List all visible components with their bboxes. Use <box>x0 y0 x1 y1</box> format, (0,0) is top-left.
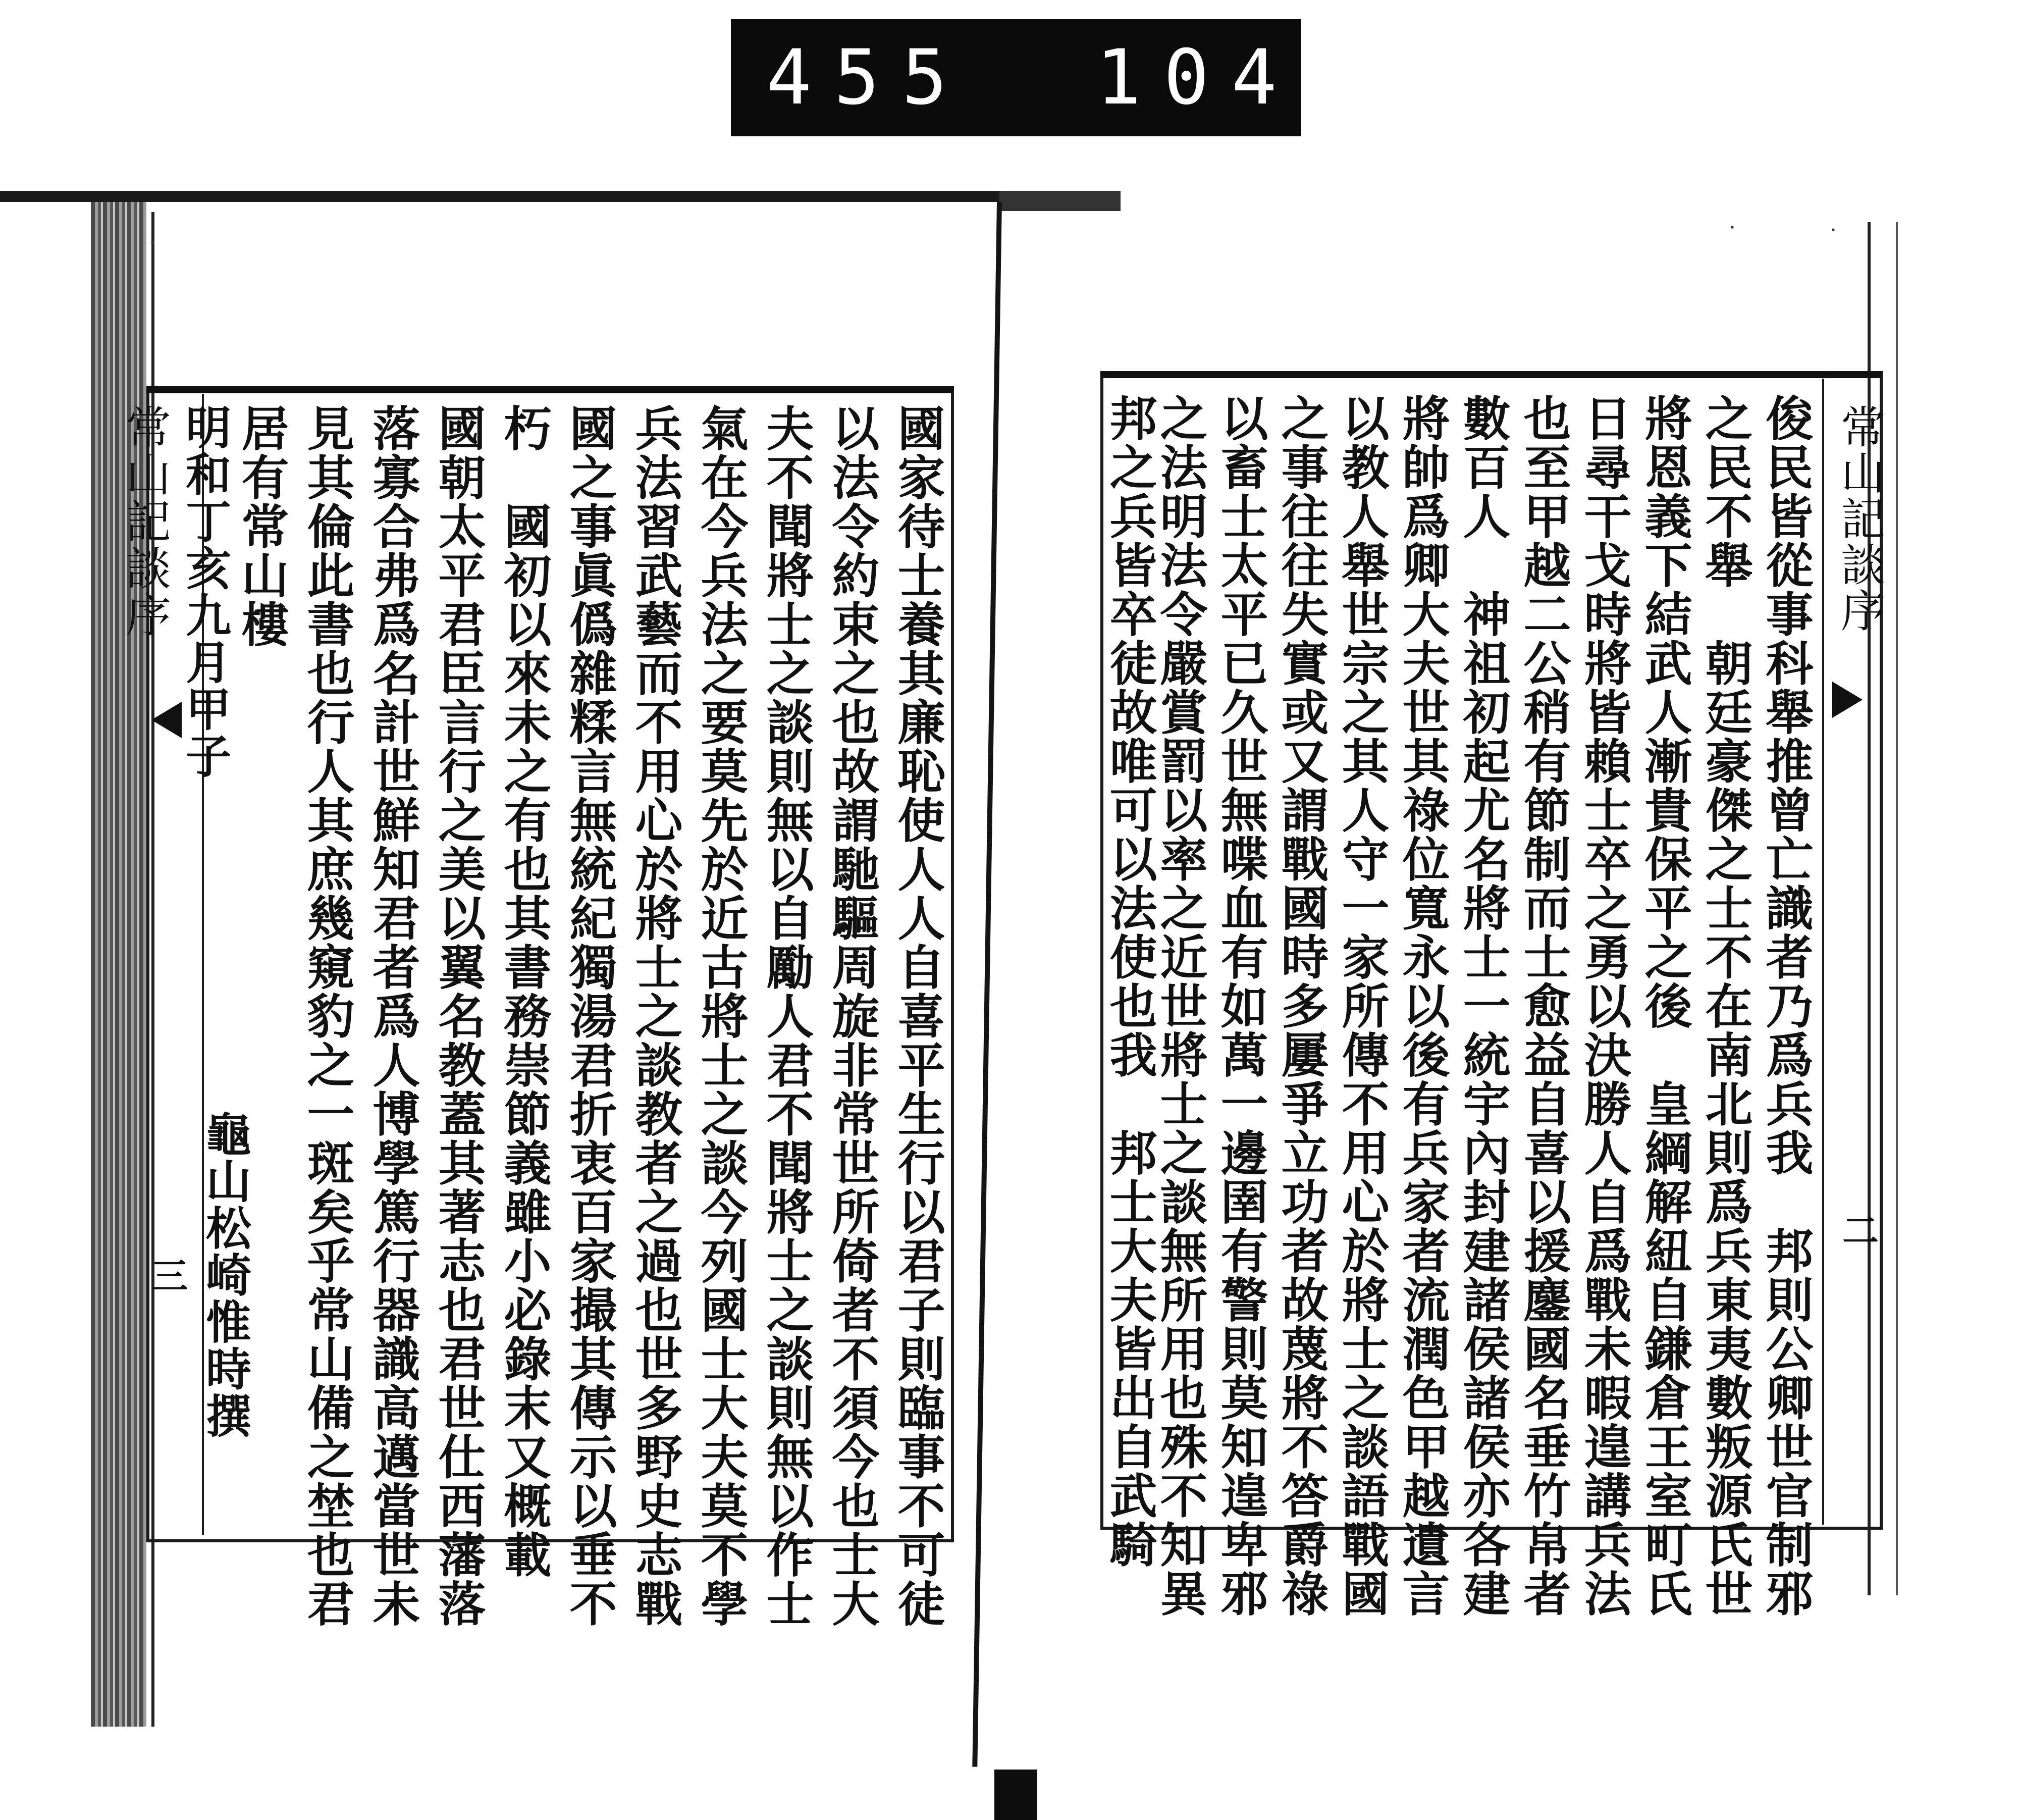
left-text-column-7: 朽 國初以來未之有也其書務崇節義雖小必錄末又概載 <box>496 404 551 1579</box>
preface-date: 明和丁亥九月甲子 <box>178 404 231 779</box>
left-spine-title: 常山記談序 <box>118 404 171 639</box>
microfilm-label <box>731 19 1301 136</box>
fishtail-mark <box>151 702 182 738</box>
right-text-column-1: 俊民皆從事科舉推曾亡識者乃爲兵我 邦則公卿世官制邪 <box>1758 394 1813 1618</box>
right-text-column-3: 將恩義下結武人漸貴保平之後 皇綱解紐自鎌倉王室町氏 <box>1636 394 1692 1618</box>
left-folio-number: 三 <box>151 1255 188 1297</box>
scan-speck: ˙ <box>1827 225 1839 253</box>
right-text-column-9: 之事往往失實或又謂戰國時多屢爭立功者故蔑將不答爵祿 <box>1273 394 1329 1618</box>
right-text-column-12: 邦之兵皆卒徒故唯可以法使也我 邦士大夫皆出自武騎 <box>1101 394 1157 1569</box>
right-text-column-4: 日尋干戈時將皆賴士卒之勇以決勝人自爲戰未暇遑講兵法 <box>1576 394 1631 1618</box>
label-left-number: 455 <box>766 34 970 122</box>
right-text-column-11: 之法明法令嚴賞罰以率之近世將士之談無所用也殊不知異 <box>1152 394 1207 1618</box>
left-text-column-11: 居有常山樓 <box>233 404 289 649</box>
left-text-column-10: 見其倫此書也行人其庶幾窺豹之一斑矣乎常山備之埜也君 <box>299 404 354 1628</box>
right-spine-column-rule <box>1822 379 1824 1525</box>
label-right-number: 104 <box>1095 34 1299 122</box>
left-text-column-4: 氣在今兵法之要莫先於近古將士之談今列國士大夫莫不學 <box>693 404 748 1628</box>
right-text-column-5: 也至甲越二公稍有節制而士愈益自喜以援鏖國名垂竹帛者 <box>1515 394 1571 1618</box>
right-text-column-10: 以畜士太平已久世無喋血有如萬一邊圉有警則莫知遑卑邪 <box>1212 394 1268 1618</box>
top-edge-clip <box>999 191 1121 211</box>
author-signature: 龜山松崎惟時撰 <box>198 1111 251 1439</box>
right-text-column-8: 以教人舉世宗之其人守一家所傳不用心於將士之談語戰國 <box>1334 394 1389 1618</box>
right-folio-number: 二 <box>1842 1209 1879 1252</box>
right-text-column-2: 之民不舉 朝廷豪傑之士不在南北則爲兵東夷數叛源氏世 <box>1697 394 1752 1618</box>
right-text-column-6: 數百人 神祖初起尤名將士一統宇內封建諸侯諸侯亦各建 <box>1455 394 1510 1618</box>
left-text-column-6: 國之事眞僞雜糅言無統紀獨湯君折衷百家撮其傳示以垂不 <box>561 404 617 1628</box>
top-edge-rule <box>0 191 1070 202</box>
right-spine-title: 常山記談序 <box>1834 404 1886 634</box>
scan-speck: ˙ <box>146 237 158 266</box>
left-page-top-border <box>146 386 954 393</box>
fishtail-mark <box>1832 682 1863 718</box>
right-page-top-border <box>1100 371 1883 378</box>
left-text-column-5: 兵法習武藝而不用心於將士之談教者之過也世多野史志戰 <box>627 404 682 1628</box>
left-text-column-2: 以法令約束之也故謂馳驅周旋非常世所倚者不須今也士大 <box>824 404 879 1628</box>
right-text-column-7: 將帥爲卿大夫世其祿位寬永以後有兵家者流潤色甲越遺言 <box>1394 394 1450 1618</box>
left-text-column-9: 落寡合弗爲名計世鮮知君者爲人博學篤行器識高邁當世未 <box>364 404 420 1628</box>
left-text-column-1: 國家待士養其廉恥使人人自喜平生行以君子則臨事不可徒 <box>889 404 945 1628</box>
gutter-line <box>972 202 1002 1767</box>
bottom-clip <box>994 1770 1037 1820</box>
left-text-column-8: 國朝太平君臣言行之美以翼名教蓋其著志也君世仕西藩落 <box>430 404 486 1628</box>
left-text-column-3: 夫不聞將士之談則無以自勵人君不聞將士之談則無以作士 <box>758 404 814 1628</box>
scan-speck: ˙ <box>1726 222 1738 250</box>
